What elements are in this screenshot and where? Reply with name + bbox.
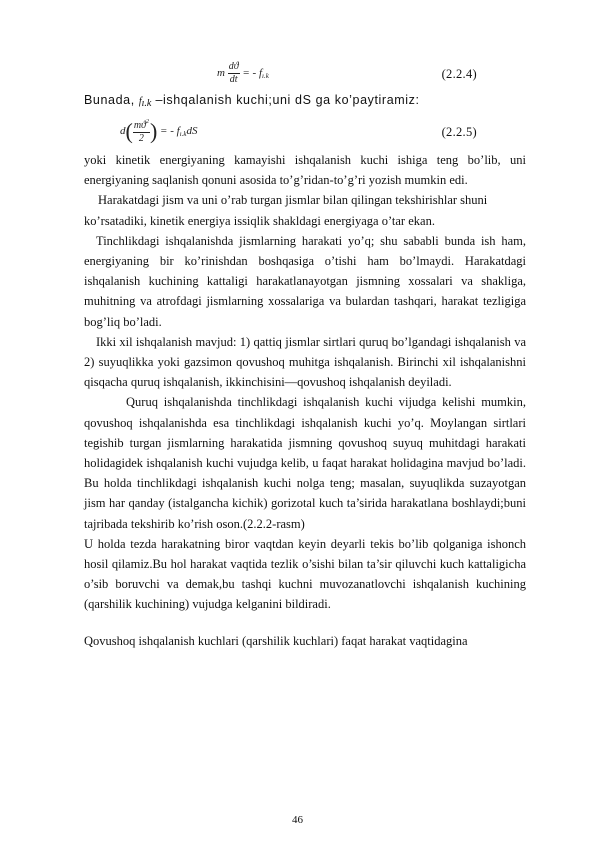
bunada-prefix: Bunada, xyxy=(84,93,135,107)
equation-fraction xyxy=(228,62,240,85)
equation-rhs-tail: dS xyxy=(186,125,198,138)
paragraph: yoki kinetik energiyaning kamayishi ishqalanish kuchi ishiga teng bo’lib, uni energiyaning saqlanish qonuni asosida to’g’ridan-to’g’ri yozish mumkin edi. xyxy=(84,153,526,188)
bunada-rest: –ishqalanish kuchi;uni dS ga ko’paytiramiz: xyxy=(155,93,420,107)
equation-fraction xyxy=(133,119,150,144)
equation-rhs-subscript: ı.k xyxy=(262,72,269,81)
equation-number: (2.2.4) xyxy=(441,67,477,81)
numerator-superscript: 2 xyxy=(145,119,149,125)
bunada-line xyxy=(84,93,420,109)
body-text xyxy=(84,150,526,651)
equation-2-2-5 xyxy=(0,118,595,148)
fraction-numerator xyxy=(133,119,150,133)
right-paren-icon: ) xyxy=(149,118,158,144)
equation-rhs-subscript: ı.k xyxy=(179,130,187,139)
paragraph: Quruq ishqalanishda tinchlikdagi ishqalanish kuchi vijudga kelishi mumkin, qovushoq ishqalanishda esa tinchlikdagi ishqalanish kuchi yo’q. Moylangan sirtlari tegishib turgan jismlarning harakatida jismning qovushoq suyuq muhitdagi harakati holidagidek ishqalanish kuchi vujudga kelib, u faqat harakat holidagina mavjud bo’ladi. Bu holda tinchlikdagi ishqalanish kuchi nolga teng; masalan, suyuqlikda suzayotgan jism har qanday (istalgancha kichik) gorizotal kuch ta’sirida harakatlana boshlaydi;buni tajribada tekshirib ko’rish oson.(2.2.2-rasm) xyxy=(84,395,526,531)
friction-symbol: f xyxy=(138,96,142,107)
equation-rhs: = - f xyxy=(242,67,263,80)
equation-2-2-4 xyxy=(0,60,595,90)
paragraph: Ikki xil ishqalanish mavjud: 1) qattiq jismlar sirtlari quruq bo’lgandagi ishqalanish va 2) suyuqlikka yoki gazsimon qovushoq muhitga ishqalanish. Birinchi xil ishqalanishni qisqacha quruq ishqalanish, ikkinchisini—qovushoq ishqalanish deyiladi. xyxy=(84,334,526,390)
equation-differential: d xyxy=(120,125,126,138)
paragraph: U holda tezda harakatning biror vaqtdan keyin deyarli tekis bo’lib qolganiga ishonch hosil qilamiz.Bu hol harakat vaqtida tezlik o’sishi bilan ta’sir qiluvchi kuch kattaligicha o’sib boruvchi va demak,bu tashqi kuchni muvozanatlovchi ishqalanish kuchining (qarshilik kuchining) vujudga kelganini bildiradi. xyxy=(84,536,526,612)
equation-rhs: = - f xyxy=(160,125,180,138)
friction-symbol-subscript: ı.k xyxy=(141,98,152,109)
equation-number: (2.2.5) xyxy=(441,125,477,139)
fraction-denominator: dt xyxy=(229,74,238,85)
paragraph-gap xyxy=(84,615,526,631)
page-number: 46 xyxy=(292,814,303,826)
paragraph: Tinchlikdagi ishqalanishda jismlarning harakati yo’q; shu sababli bunda ish ham, energiyaning bir ko’rinishdan boshqasiga o’tishi ham bo’lmaydi. Harakatdagi ishqalanish kuchining kattaligi harakatlanayotgan jismning xossalari va shakliga, muhitning va atrofdagi jismlarning xossalariga va bulardan tashqari, harakat tezligiga bog’liq bo’ladi. xyxy=(84,233,526,329)
fraction-numerator: dϑ xyxy=(228,61,239,72)
fraction-denominator: 2 xyxy=(138,133,144,144)
equation-coefficient: m xyxy=(217,67,225,80)
numerator-text: mϑ xyxy=(133,120,146,131)
paragraph: Harakatdagi jism va uni o’rab turgan jismlar bilan qilingan tekshirishlar shuni ko’rsatadiki, kinetik energiya issiqlik shakldagi energiyaga o’tar ekan. xyxy=(84,193,488,228)
equation-formula xyxy=(120,119,198,144)
left-paren-icon: ( xyxy=(125,118,133,144)
equation-formula xyxy=(217,62,269,85)
paragraph: Qovushoq ishqalanish kuchlari (qarshilik kuchlari) faqat harakat vaqtidagina xyxy=(84,633,468,648)
